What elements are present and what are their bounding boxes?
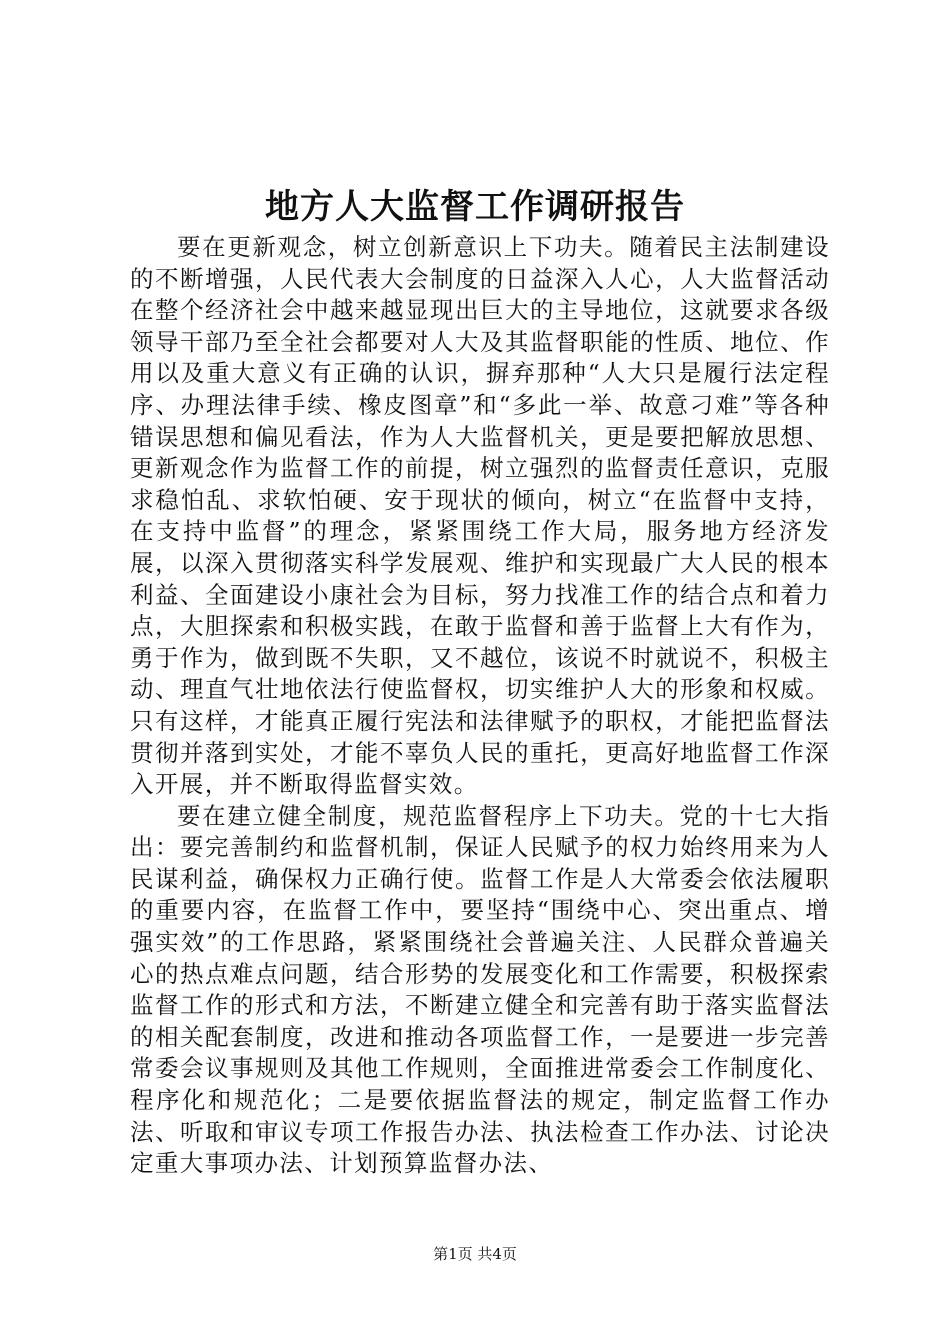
document-title: 地方人大监督工作调研报告: [265, 187, 685, 227]
paragraph-1: 要在更新观念，树立创新意识上下功夫。随着民主法制建设的不断增强，人民代表大会制度的日益深入人心，人大监督活动在整个经济社会中越来越显现出巨大的主导地位，这就要求各级领导干部乃至全社会都要对人大及其监督职能的性质、地位、作用以及重大意义有正确的认识，摒弃那种“人大只是履行法定程序、办理法律手续、橡皮图章”和“多此一举、故意刁难”等各种错误思想和偏见看法，作为人大监督机关，更是要把解放思想、更新观念作为监督工作的前提，树立强烈的监督责任意识，克服求稳怕乱、求软怕硬、安于现状的倾向，树立“在监督中支持，在支持中监督”的理念，紧紧围绕工作大局，服务地方经济发展，以深入贯彻落实科学发展观、维护和实现最广大人民的根本利益、全面建设小康社会为目标，努力找准工作的结合点和着力点，大胆探索和积极实践，在敢于监督和善于监督上大有作为，勇于作为，做到既不失职，又不越位，该说不时就说不，积极主动、理直气壮地依法行使监督权，切实维护人大的形象和权威。只有这样，才能真正履行宪法和法律赋予的职权，才能把监督法贯彻并落到实处，才能不辜负人民的重托，更高好地监督工作深入开展，并不断取得监督实效。: [130, 233, 830, 799]
page-footer: 第1页 共4页: [433, 1245, 517, 1263]
document-body: [130, 232, 830, 1180]
paragraph-2: 要在建立健全制度，规范监督程序上下功夫。党的十七大指出：要完善制约和监督机制，保证人民赋予的权力始终用来为人民谋利益，确保权力正确行使。监督工作是人大常委会依法履职的重要内容，在监督工作中，要坚持“围绕中心、突出重点、增强实效”的工作思路，紧紧围绕社会普遍关注、人民群众普遍关心的热点难点问题，结合形势的发展变化和工作需要，积极探索监督工作的形式和方法，不断建立健全和完善有助于落实监督法的相关配套制度，改进和推动各项监督工作，一是要进一步完善常委会议事规则及其他工作规则，全面推进常委会工作制度化、程序化和规范化；二是要依据监督法的规定，制定监督工作办法、听取和审议专项工作报告办法、执法检查工作办法、讨论决定重大事项办法、计划预算监督办法、: [130, 801, 830, 1178]
